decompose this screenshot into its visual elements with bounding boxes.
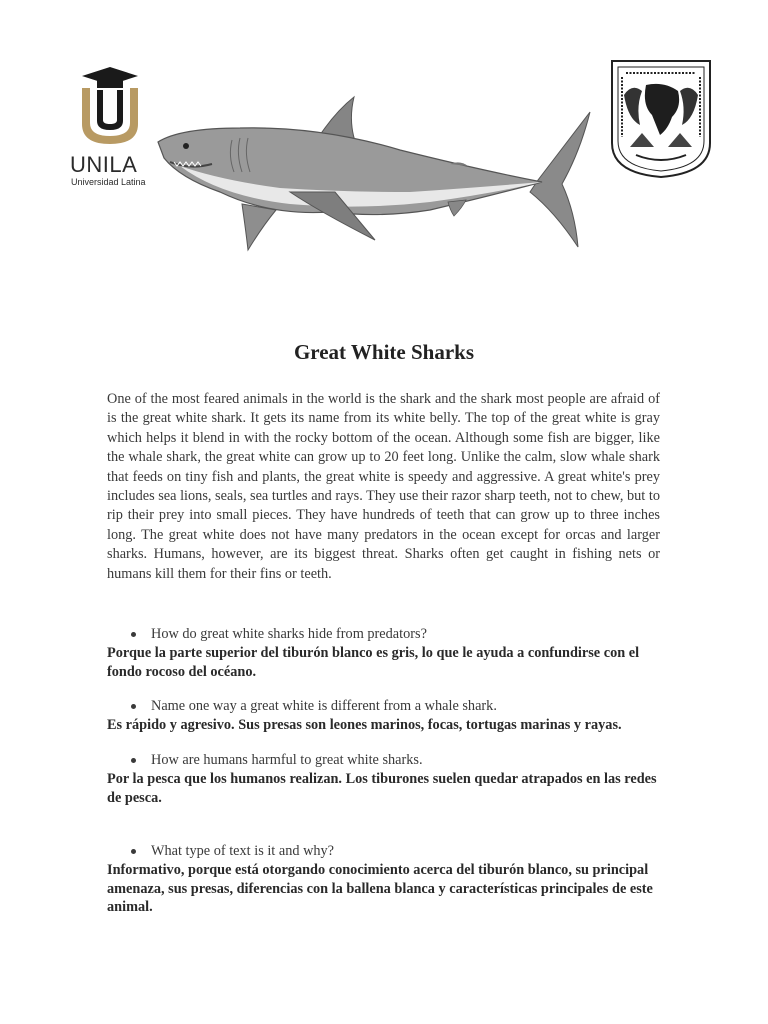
qa-item-3 <box>107 751 667 807</box>
bullet-icon <box>131 849 136 854</box>
bullet-icon <box>131 632 136 637</box>
question-text: Name one way a great white is different from a whale shark. <box>151 698 497 714</box>
intro-paragraph: One of the most feared animals in the world is the shark and the shark most people are afraid of is the great white shark. It gets its name from its white belly. The top of the great white is gray which helps it blend in with the rocky bottom of the ocean. Although some fish are bigger, like the whale shark, the great white can grow up to 20 feet long. Unlike the calm, slow whale shark that feeds on tiny fish and plants, the great white is speedy and aggressive. A great white's prey includes sea lions, seals, sea turtles and rays. They use their razor sharp teeth, not to chew, but to rip their prey into small pieces. They have hundreds of teeth that can grow up to three inches long. The great white does not have many predators in the ocean except for orcas and larger sharks. Humans, however, are its biggest threat. Sharks often get caught in fishing nets or humans kill them for their fins or teeth. <box>107 391 660 582</box>
question-text: How are humans harmful to great white sharks. <box>151 752 423 768</box>
bullet-icon <box>131 758 136 763</box>
question-text: What type of text is it and why? <box>151 843 335 859</box>
bullet-icon <box>131 704 136 709</box>
qa-item-4 <box>107 842 667 917</box>
page-title: Great White Sharks <box>293 340 475 364</box>
qa-item-2 <box>107 697 667 735</box>
unila-subtitle: Universidad Latina <box>71 177 146 187</box>
great-white-shark-icon <box>150 92 600 257</box>
answer-text: Por la pesca que los humanos realizan. Los tiburones suelen quedar atrapados en las redes de pesca. <box>107 771 657 806</box>
answer-text: Es rápido y agresivo. Sus presas son leones marinos, focas, tortugas marinas y rayas. <box>107 717 622 733</box>
question-text: How do great white sharks hide from predators? <box>151 626 427 642</box>
answer-text: Porque la parte superior del tiburón blanco es gris, lo que le ayuda a confundirse con el fondo rocoso del océano. <box>107 645 640 680</box>
graduation-cap-icon <box>70 66 160 152</box>
unam-seal-icon <box>606 55 716 180</box>
answer-text: Informativo, porque está otorgando conocimiento acerca del tiburón blanco, su principal amenaza, sus presas, diferencias con la ballena blanca y características principales de este animal. <box>107 862 653 915</box>
qa-item-1 <box>107 625 667 681</box>
unila-logo <box>70 66 160 191</box>
unila-name: UNILA <box>70 152 138 177</box>
